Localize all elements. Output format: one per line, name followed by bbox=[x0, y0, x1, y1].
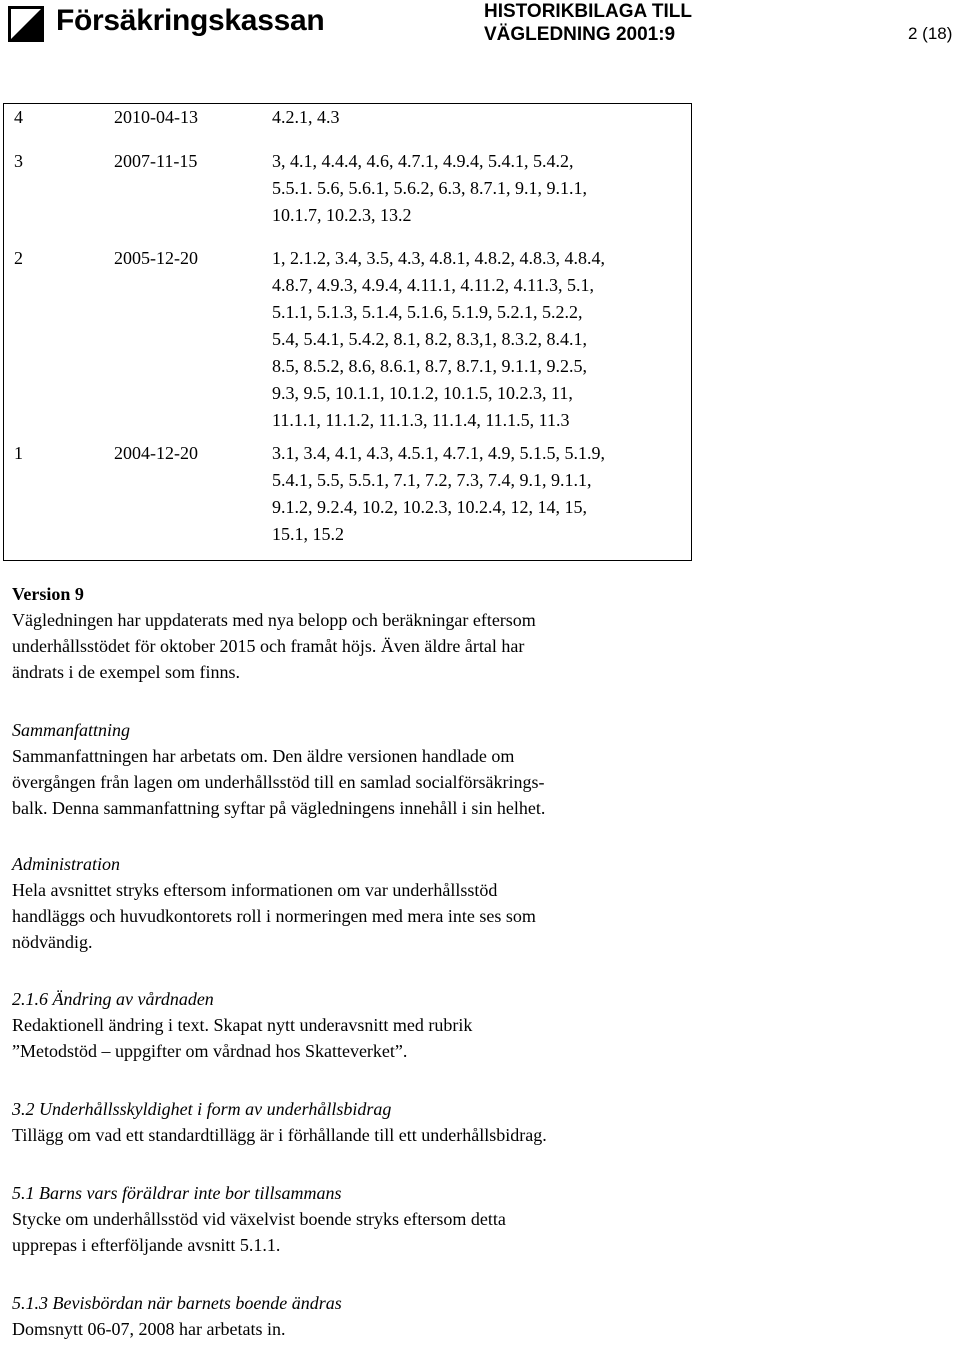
version-history-table bbox=[3, 103, 692, 561]
version-number: 1 bbox=[14, 443, 23, 463]
changed-sections bbox=[272, 245, 682, 434]
section-line: 3.1, 3.4, 4.1, 4.3, 4.5.1, 4.7.1, 4.9, 5.1.5, 5.1.9, bbox=[272, 443, 605, 463]
section-line: 4.8.7, 4.9.3, 4.9.4, 4.11.1, 4.11.2, 4.11.3, 5.1, bbox=[272, 275, 594, 295]
page-number: 2 (18) bbox=[908, 24, 953, 43]
section-3-2 bbox=[12, 1096, 952, 1148]
paragraph-line: övergången från lagen om underhållsstöd till en samlad socialförsäkrings- bbox=[12, 772, 545, 792]
section-line: 1, 2.1.2, 3.4, 3.5, 4.3, 4.8.1, 4.8.2, 4.8.3, 4.8.4, bbox=[272, 248, 605, 268]
version-date: 2010-04-13 bbox=[114, 107, 198, 127]
paragraph-line: ”Metodstöd – uppgifter om vårdnad hos Skatteverket”. bbox=[12, 1041, 408, 1061]
section-2-1-6 bbox=[12, 986, 952, 1064]
paragraph-line: Hela avsnittet stryks eftersom informationen om var underhållsstöd bbox=[12, 880, 498, 900]
section-line: 9.3, 9.5, 10.1.1, 10.1.2, 10.1.5, 10.2.3, 11, bbox=[272, 383, 573, 403]
brand-name: Försäkringskassan bbox=[56, 4, 325, 37]
document-title bbox=[484, 0, 692, 46]
version-date: 2005-12-20 bbox=[114, 248, 198, 268]
section-heading: Version 9 bbox=[12, 584, 84, 604]
version-number: 2 bbox=[14, 248, 23, 268]
changed-sections bbox=[272, 440, 682, 548]
forsakringskassan-logo-icon bbox=[8, 6, 44, 42]
section-line: 15.1, 15.2 bbox=[272, 524, 344, 544]
section-heading: 5.1 Barns vars föräldrar inte bor tillsammans bbox=[12, 1183, 342, 1203]
paragraph-line: Redaktionell ändring i text. Skapat nytt underavsnitt med rubrik bbox=[12, 1015, 473, 1035]
section-line: 3, 4.1, 4.4.4, 4.6, 4.7.1, 4.9.4, 5.4.1, 5.4.2, bbox=[272, 151, 574, 171]
section-line: 5.4, 5.4.1, 5.4.2, 8.1, 8.2, 8.3,1, 8.3.2, 8.4.1, bbox=[272, 329, 587, 349]
section-line: 9.1.2, 9.2.4, 10.2, 10.2.3, 10.2.4, 12, 14, 15, bbox=[272, 497, 587, 517]
paragraph-line: balk. Denna sammanfattning syftar på vägledningens innehåll i sin helhet. bbox=[12, 798, 546, 818]
paragraph-line: nödvändig. bbox=[12, 932, 93, 952]
section-line: 5.5.1. 5.6, 5.6.1, 5.6.2, 6.3, 8.7.1, 9.1, 9.1.1, bbox=[272, 178, 587, 198]
section-heading: Sammanfattning bbox=[12, 720, 131, 740]
version-number: 4 bbox=[14, 107, 23, 127]
section-heading: 2.1.6 Ändring av vårdnaden bbox=[12, 989, 214, 1009]
section-version-9 bbox=[12, 581, 952, 685]
section-line: 4.2.1, 4.3 bbox=[272, 107, 340, 127]
changed-sections bbox=[272, 148, 682, 229]
section-heading: 5.1.3 Bevisbördan när barnets boende ändras bbox=[12, 1293, 342, 1313]
paragraph-line: Tillägg om vad ett standardtillägg är i förhållande till ett underhållsbidrag. bbox=[12, 1125, 547, 1145]
paragraph-line: Sammanfattningen har arbetats om. Den äldre versionen handlade om bbox=[12, 746, 515, 766]
section-5-1 bbox=[12, 1180, 952, 1258]
section-line: 11.1.1, 11.1.2, 11.1.3, 11.1.4, 11.1.5, 11.3 bbox=[272, 410, 570, 430]
section-5-1-3 bbox=[12, 1290, 952, 1342]
changed-sections bbox=[272, 104, 682, 131]
section-heading: Administration bbox=[12, 854, 121, 874]
section-line: 5.4.1, 5.5, 5.5.1, 7.1, 7.2, 7.3, 7.4, 9.1, 9.1.1, bbox=[272, 470, 592, 490]
paragraph-line: handläggs och huvudkontorets roll i normeringen med mera inte ses som bbox=[12, 906, 536, 926]
section-line: 8.5, 8.5.2, 8.6, 8.6.1, 8.7, 8.7.1, 9.1.1, 9.2.5, bbox=[272, 356, 587, 376]
paragraph-line: ändrats i de exempel som finns. bbox=[12, 662, 240, 682]
paragraph-line: Stycke om underhållsstöd vid växelvist boende stryks eftersom detta bbox=[12, 1209, 506, 1229]
version-date: 2004-12-20 bbox=[114, 443, 198, 463]
paragraph-line: Vägledningen har uppdaterats med nya belopp och beräkningar eftersom bbox=[12, 610, 536, 630]
paragraph-line: underhållsstödet för oktober 2015 och framåt höjs. Även äldre årtal har bbox=[12, 636, 525, 656]
section-line: 5.1.1, 5.1.3, 5.1.4, 5.1.6, 5.1.9, 5.2.1, 5.2.2, bbox=[272, 302, 583, 322]
paragraph-line: Domsnytt 06-07, 2008 har arbetats in. bbox=[12, 1319, 286, 1339]
version-date: 2007-11-15 bbox=[114, 151, 198, 171]
paragraph-line: upprepas i efterföljande avsnitt 5.1.1. bbox=[12, 1235, 281, 1255]
document-title-line-2: VÄGLEDNING 2001:9 bbox=[484, 24, 676, 45]
version-number: 3 bbox=[14, 151, 23, 171]
section-administration bbox=[12, 851, 952, 955]
section-sammanfattning bbox=[12, 717, 952, 821]
section-line: 10.1.7, 10.2.3, 13.2 bbox=[272, 205, 412, 225]
document-title-line-1: HISTORIKBILAGA TILL bbox=[484, 1, 692, 22]
section-heading: 3.2 Underhållsskyldighet i form av underhållsbidrag bbox=[12, 1099, 392, 1119]
